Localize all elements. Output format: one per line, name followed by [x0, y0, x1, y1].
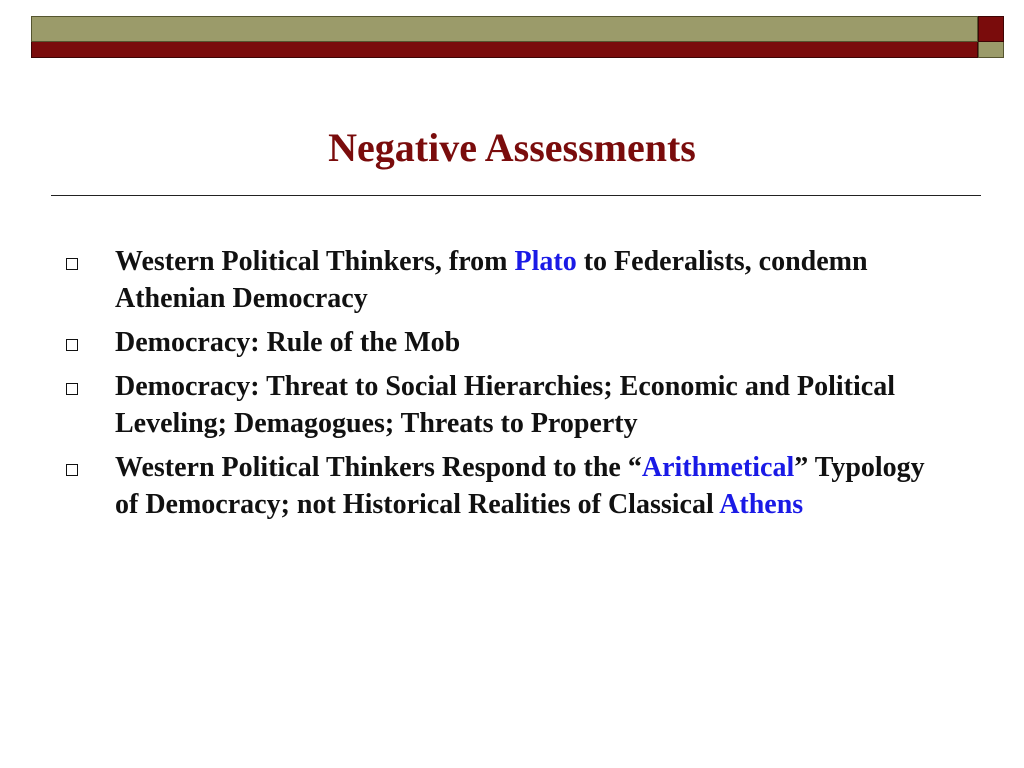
- hollow-square-bullet-icon: [66, 383, 78, 395]
- hyperlink-text[interactable]: Athens: [719, 489, 804, 520]
- bullet-text: Democracy: Rule of the Mob: [115, 327, 461, 358]
- bullet-list: [0, 243, 1024, 530]
- bullet-item: [0, 243, 1024, 317]
- title-divider: [51, 195, 981, 196]
- hyperlink-text[interactable]: Plato: [514, 246, 577, 277]
- bullet-item: [0, 324, 1024, 361]
- header-bar-maroon: [31, 42, 978, 58]
- hollow-square-bullet-icon: [66, 339, 78, 351]
- bullet-text: Democracy: Threat to Social Hierarchies; Economic and Political Leveling; Demagogues; Threats to Property: [115, 371, 895, 439]
- slide-title: Negative Assessments: [328, 125, 696, 170]
- bullet-item: [0, 449, 1024, 523]
- bullet-text: Western Political Thinkers Respond to the “: [115, 452, 642, 483]
- bullet-item: [0, 368, 1024, 442]
- bullet-text: ” Typology of Democracy; not Historical Realities of Classical: [115, 452, 925, 520]
- hollow-square-bullet-icon: [66, 464, 78, 476]
- hyperlink-text[interactable]: Arithmetical: [641, 452, 795, 483]
- hollow-square-bullet-icon: [66, 258, 78, 270]
- header-square-maroon: [978, 16, 1004, 42]
- header-bar-olive: [31, 16, 978, 42]
- bullet-text: to Federalists, condemn Athenian Democracy: [115, 246, 868, 314]
- header-square-olive: [978, 42, 1004, 58]
- bullet-text: Western Political Thinkers, from: [115, 246, 515, 277]
